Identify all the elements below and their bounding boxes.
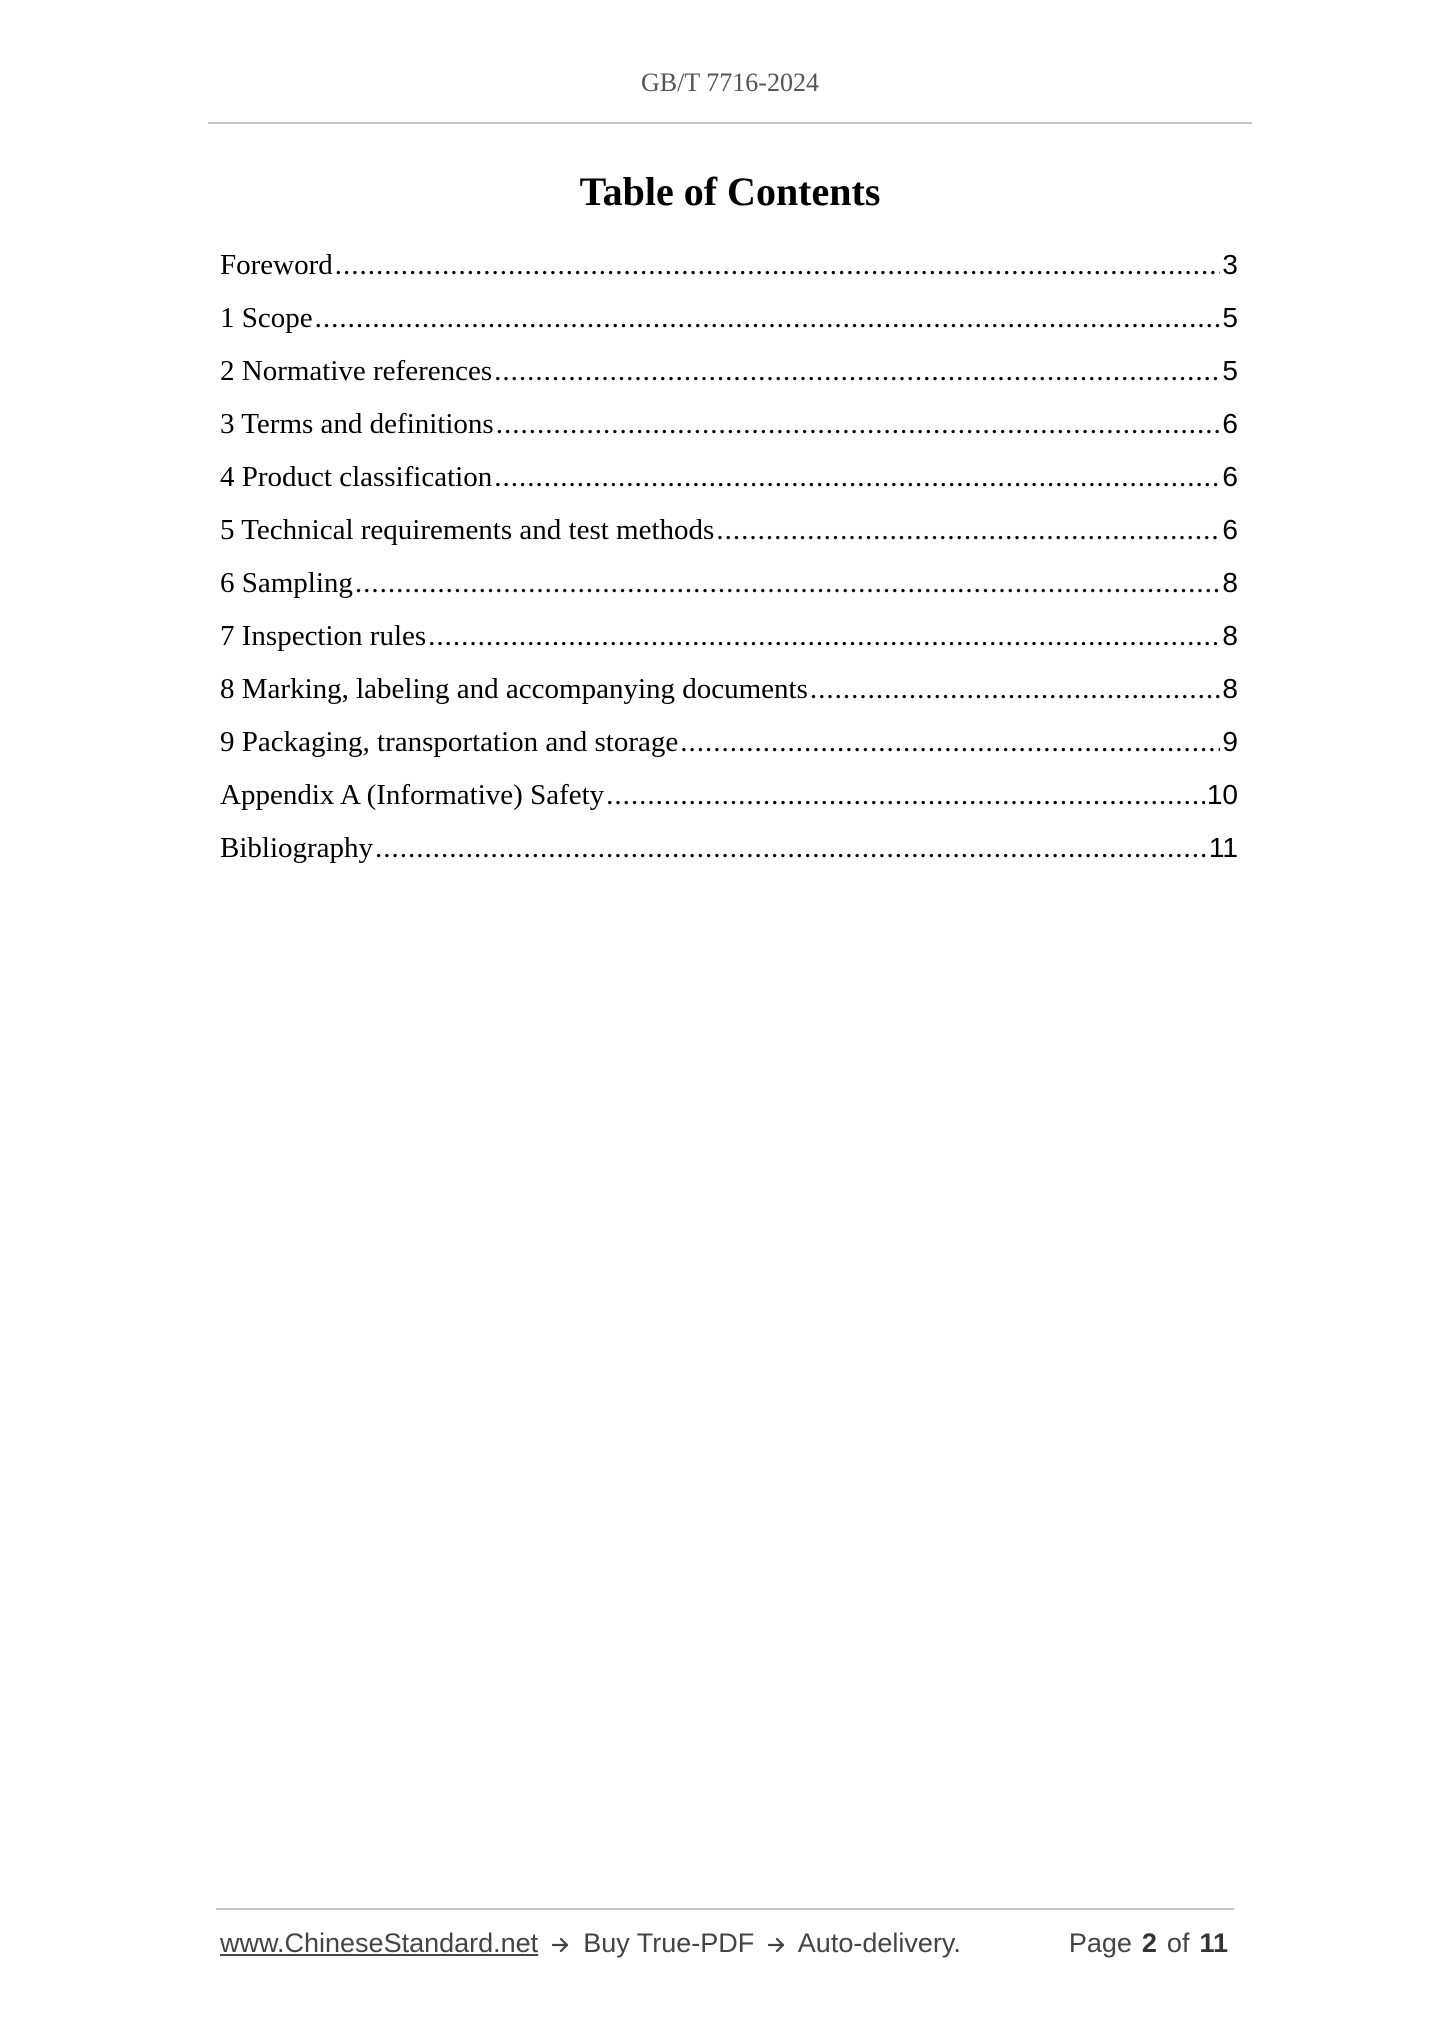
toc-entry-label: 7 Inspection rules xyxy=(220,620,427,652)
toc-leader-dots xyxy=(428,616,1220,656)
toc-entry-foreword[interactable] xyxy=(220,245,1238,298)
toc-entry-label: 8 Marking, labeling and accompanying documents xyxy=(220,673,808,705)
of-word: of xyxy=(1166,1928,1190,1958)
toc-leader-dots xyxy=(315,298,1221,338)
footer-divider xyxy=(216,1908,1234,1910)
toc-entry-label: 3 Terms and definitions xyxy=(220,408,494,440)
toc-entry-marking-labeling[interactable] xyxy=(220,669,1238,722)
page-word: Page xyxy=(1068,1928,1132,1958)
toc-entry-page: 8 xyxy=(1222,567,1238,598)
toc-entry-page: 10 xyxy=(1206,779,1238,810)
toc-entry-label: 2 Normative references xyxy=(220,355,493,387)
toc-entry-technical-requirements[interactable] xyxy=(220,510,1238,563)
toc-entry-label: 9 Packaging, transportation and storage xyxy=(220,726,679,758)
toc-entry-page: 5 xyxy=(1222,355,1238,386)
toc-entry-page: 6 xyxy=(1222,408,1238,439)
toc-entry-product-classification[interactable] xyxy=(220,457,1238,510)
toc-entry-label: 1 Scope xyxy=(220,302,313,334)
toc-entry-page: 6 xyxy=(1222,514,1238,545)
footer-promo xyxy=(220,1928,961,1959)
toc-leader-dots xyxy=(494,351,1220,391)
toc-entry-terms-and-definitions[interactable] xyxy=(220,404,1238,457)
toc-leader-dots xyxy=(680,722,1220,762)
toc-entry-label: 5 Technical requirements and test methods xyxy=(220,514,715,546)
current-page-number: 2 xyxy=(1141,1928,1157,1958)
toc-entry-bibliography[interactable] xyxy=(220,828,1238,881)
header-divider xyxy=(208,122,1252,124)
toc-entry-packaging[interactable] xyxy=(220,722,1238,775)
toc-entry-page: 11 xyxy=(1208,832,1238,863)
toc-entry-inspection-rules[interactable] xyxy=(220,616,1238,669)
right-arrow-icon xyxy=(552,1928,570,1959)
toc-entry-page: 3 xyxy=(1222,249,1238,280)
toc-list xyxy=(220,245,1238,881)
toc-leader-dots xyxy=(716,510,1220,550)
toc-entry-label: Appendix A (Informative) Safety xyxy=(220,779,605,811)
toc-entry-page: 6 xyxy=(1222,461,1238,492)
toc-entry-page: 9 xyxy=(1222,726,1238,757)
auto-delivery-text: Auto-delivery. xyxy=(797,1928,961,1958)
website-link[interactable]: www.ChineseStandard.net xyxy=(220,1928,539,1958)
toc-entry-label: 4 Product classification xyxy=(220,461,493,493)
toc-entry-scope[interactable] xyxy=(220,298,1238,351)
toc-leader-dots xyxy=(496,404,1221,444)
buy-true-pdf-text: Buy True-PDF xyxy=(583,1928,755,1958)
page-indicator xyxy=(1069,1928,1228,1959)
page-header: GB/T 7716-2024 xyxy=(641,68,819,97)
toc-entry-page: 8 xyxy=(1222,620,1238,651)
total-pages-number: 11 xyxy=(1199,1928,1228,1958)
toc-entry-label: 6 Sampling xyxy=(220,567,353,599)
toc-entry-normative-references[interactable] xyxy=(220,351,1238,404)
toc-entry-label: Bibliography xyxy=(220,832,374,864)
toc-title: Table of Contents xyxy=(579,169,881,214)
toc-leader-dots xyxy=(810,669,1221,709)
toc-entry-page: 8 xyxy=(1222,673,1238,704)
toc-entry-page: 5 xyxy=(1222,302,1238,333)
toc-leader-dots xyxy=(494,457,1220,497)
toc-entry-label: Foreword xyxy=(220,249,333,281)
toc-leader-dots xyxy=(606,775,1205,815)
right-arrow-icon xyxy=(768,1928,786,1959)
toc-leader-dots xyxy=(335,245,1221,285)
toc-leader-dots xyxy=(355,563,1221,603)
toc-leader-dots xyxy=(375,828,1207,868)
toc-entry-sampling[interactable] xyxy=(220,563,1238,616)
toc-entry-appendix-a[interactable] xyxy=(220,775,1238,828)
